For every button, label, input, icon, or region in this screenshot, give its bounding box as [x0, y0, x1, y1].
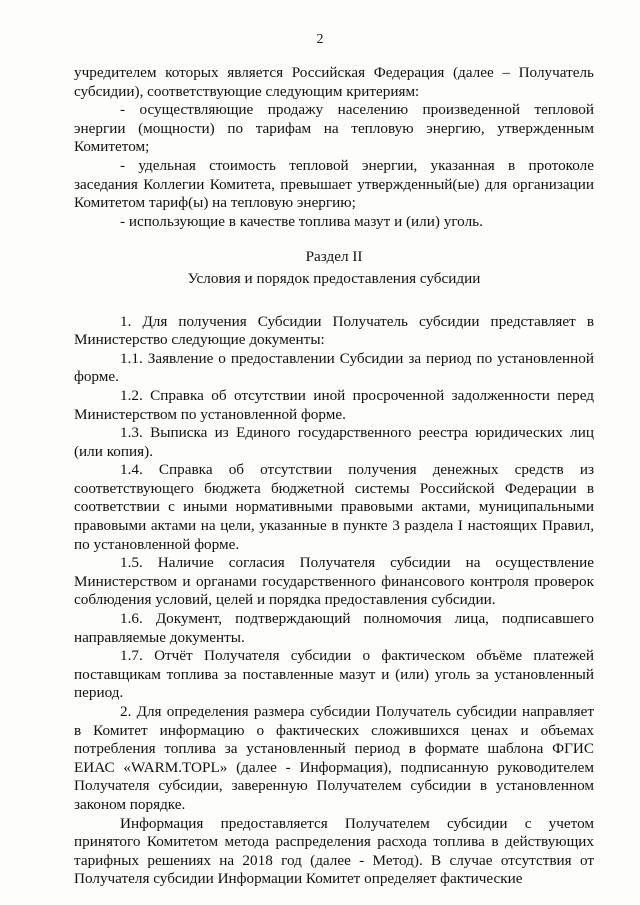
- criterion-item: - удельная стоимость тепловой энергии, указанная в протоколе заседания Коллегии Комитета, превышает утвержденный(ые) для организации Комитетом тариф(ы) на тепловую энергию;: [74, 156, 594, 212]
- clause-paragraph: 1.2. Справка об отсутствии иной просроченной задолженности перед Министерством по установленной форме.: [74, 386, 594, 423]
- criterion-item: - использующие в качестве топлива мазут и (или) уголь.: [120, 212, 483, 230]
- clause-paragraph: 2. Для определения размера субсидии Получатель субсидии направляет в Комитет информацию о фактических сложившихся ценах и объемах потребления топлива за установленный период в формате шаблона ФГИС ЕИАС «WARM.TOPL» (далее - Информация), подписанную руководителем Получателя субсидии, заверенную Получателем субсидии в установленном законом порядке.: [74, 703, 594, 813]
- document-body: [74, 64, 594, 889]
- clause-paragraph: 1.4. Справка об отсутствии получения денежных средств из соответствующего бюджета бюджетной системы Российской Федерации в соответствии с иными нормативными правовыми актами, муниципальными правовыми актами на цели, указанные в пункте 3 раздела I настоящих Правил, по установленной форме.: [74, 461, 594, 553]
- section-title: Раздел II: [305, 248, 363, 266]
- section-subtitle: Условия и порядок предоставления субсидии: [187, 269, 481, 287]
- criterion-item: - осуществляющие продажу населению произведенной тепловой энергии (мощности) по тарифам на тепловую энергию, утвержденным Комитетом;: [74, 101, 594, 156]
- clause-paragraph: 1.3. Выписка из Единого государственного реестра юридических лиц (или копия).: [74, 424, 594, 460]
- page-number: 2: [316, 32, 324, 47]
- clause-paragraph: 1.6. Документ, подтверждающий полномочия лица, подписавшего направляемые документы.: [74, 610, 594, 646]
- clause-paragraph: 1.7. Отчёт Получателя субсидии о фактическом объёме платежей поставщикам топлива за поставленные мазут и (или) уголь за установленный период.: [74, 647, 594, 702]
- intro-paragraph: учредителем которых является Российская Федерация (далее – Получатель субсидии), соответствующие следующим критериям:: [74, 64, 594, 100]
- clause-paragraph: 1.1. Заявление о предоставлении Субсидии за период по установленной форме.: [74, 349, 594, 386]
- clause-paragraph: Информация предоставляется Получателем субсидии с учетом принятого Комитетом метода распределения расхода топлива в действующих тарифных решениях на 2018 год (далее - Метод). В случае отсутствия от Получателя субсидии Информации Комитет определяет фактические: [74, 814, 594, 888]
- clause-paragraph: 1. Для получения Субсидии Получатель субсидии представляет в Министерство следующие документы:: [74, 312, 594, 349]
- clause-paragraph: 1.5. Наличие согласия Получателя субсидии на осуществление Министерством и органами государственного финансового контроля проверок соблюдения условий, целей и порядка предоставления субсидии.: [74, 554, 594, 609]
